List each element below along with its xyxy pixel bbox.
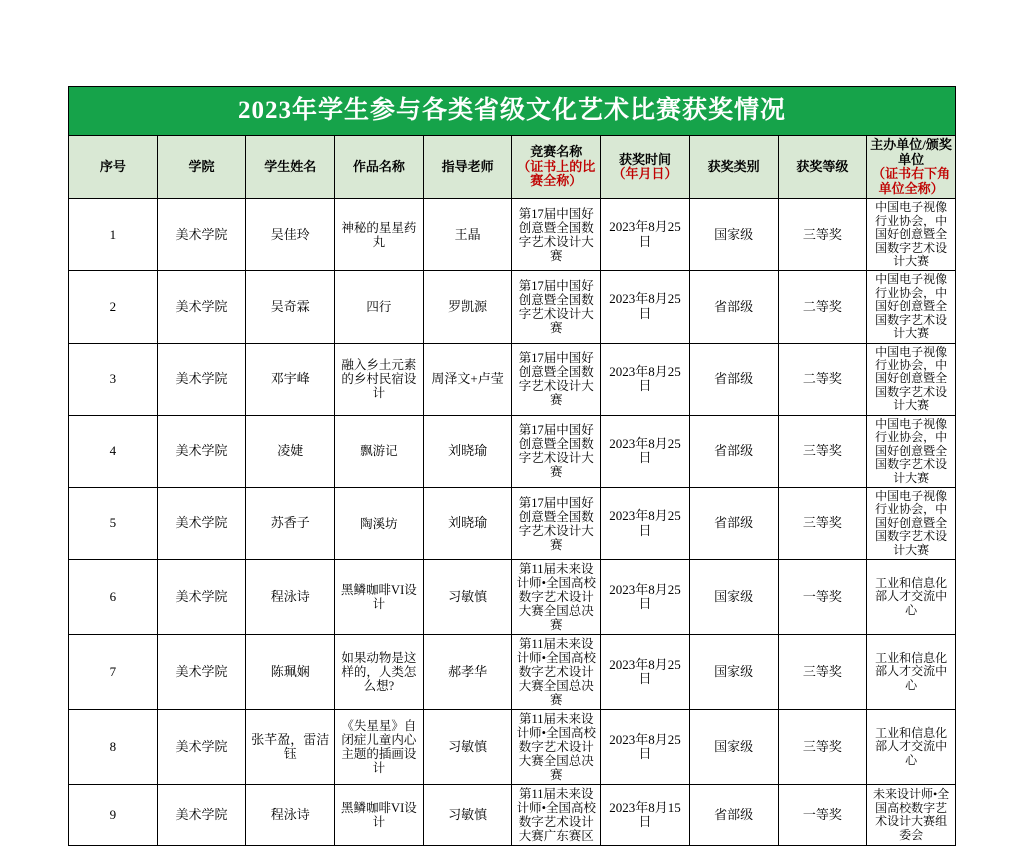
cell-college: 美术学院 [157,343,246,415]
column-header-org-sublabel: （证书右下角单位全称） [872,166,951,196]
cell-date: 2023年8月25日 [601,560,690,635]
cell-work: 融入乡土元素的乡村民宿设计 [335,343,424,415]
cell-college: 美术学院 [157,271,246,343]
cell-org: 工业和信息化部人才交流中心 [867,635,956,710]
cell-date: 2023年8月25日 [601,415,690,487]
cell-date: 2023年8月15日 [601,785,690,846]
cell-college: 美术学院 [157,199,246,271]
cell-student: 吴佳玲 [246,199,335,271]
cell-contest: 第17届中国好创意暨全国数字艺术设计大赛 [512,199,601,271]
cell-level: 二等奖 [778,343,867,415]
column-header-date [601,136,690,199]
cell-org: 工业和信息化部人才交流中心 [867,560,956,635]
column-header-contest-label: 竞赛名称 [530,144,583,160]
column-header-student-label: 学生姓名 [264,158,317,174]
cell-contest: 第11届未来设计师•全国高校数字艺术设计大赛全国总决赛 [512,635,601,710]
cell-type: 国家级 [689,560,778,635]
cell-college: 美术学院 [157,785,246,846]
column-header-org [867,136,956,199]
cell-type: 国家级 [689,199,778,271]
table-row [69,199,956,271]
cell-student: 陈珮娴 [246,635,335,710]
column-header-level [778,136,867,199]
cell-work: 《失星星》自闭症儿童内心主题的插画设计 [335,710,424,785]
column-header-no-label: 序号 [99,158,126,174]
table-body [69,199,956,846]
table-row [69,487,956,559]
award-table-container [68,86,956,846]
column-header-no [69,136,158,199]
cell-date: 2023年8月25日 [601,487,690,559]
cell-student: 张芊盈，雷洁钰 [246,710,335,785]
cell-date: 2023年8月25日 [601,343,690,415]
column-header-college-label: 学院 [188,158,215,174]
cell-work: 神秘的星星药丸 [335,199,424,271]
page-title: 2023年学生参与各类省级文化艺术比赛获奖情况 [69,87,956,136]
cell-teacher: 习敏慎 [423,785,512,846]
cell-student: 程泳诗 [246,785,335,846]
table-row [69,343,956,415]
cell-type: 省部级 [689,785,778,846]
column-header-teacher-label: 指导老师 [441,158,494,174]
cell-type: 省部级 [689,271,778,343]
cell-date: 2023年8月25日 [601,710,690,785]
cell-contest: 第11届未来设计师•全国高校数字艺术设计大赛全国总决赛 [512,710,601,785]
column-header-date-label: 获奖时间 [618,151,671,167]
table-row [69,415,956,487]
column-header-type [689,136,778,199]
cell-level: 三等奖 [778,710,867,785]
column-header-contest-sublabel: （证书上的比赛全称） [517,158,596,189]
column-header-contest [512,136,601,199]
cell-no: 2 [69,271,158,343]
cell-student: 程泳诗 [246,560,335,635]
column-header-work [335,136,424,199]
cell-student: 吴奇霖 [246,271,335,343]
column-header-level-label: 获奖等级 [796,158,849,174]
cell-date: 2023年8月25日 [601,635,690,710]
cell-college: 美术学院 [157,487,246,559]
cell-type: 省部级 [689,487,778,559]
award-table [68,86,956,846]
cell-college: 美术学院 [157,710,246,785]
cell-level: 三等奖 [778,199,867,271]
cell-contest: 第11届未来设计师•全国高校数字艺术设计大赛全国总决赛 [512,560,601,635]
cell-level: 三等奖 [778,415,867,487]
cell-level: 一等奖 [778,785,867,846]
cell-level: 三等奖 [778,635,867,710]
cell-no: 5 [69,487,158,559]
cell-teacher: 郝孝华 [423,635,512,710]
cell-work: 黑鳞咖啡VI设计 [335,785,424,846]
cell-org: 中国电子视像行业协会，中国好创意暨全国数字艺术设计大赛 [867,271,956,343]
cell-teacher: 刘晓瑜 [423,487,512,559]
cell-no: 6 [69,560,158,635]
table-row [69,710,956,785]
cell-teacher: 习敏慎 [423,710,512,785]
column-header-date-sublabel: （年月日） [612,166,678,182]
cell-work: 飘游记 [335,415,424,487]
column-header-teacher [423,136,512,199]
cell-no: 3 [69,343,158,415]
cell-contest: 第17届中国好创意暨全国数字艺术设计大赛 [512,415,601,487]
cell-org: 工业和信息化部人才交流中心 [867,710,956,785]
header-row [69,136,956,199]
cell-level: 二等奖 [778,271,867,343]
column-header-work-label: 作品名称 [352,158,405,174]
cell-no: 4 [69,415,158,487]
cell-teacher: 刘晓瑜 [423,415,512,487]
column-header-org-label: 主办单位/颁奖单位 [870,137,952,167]
cell-work: 如果动物是这样的，人类怎么想? [335,635,424,710]
cell-work: 陶溪坊 [335,487,424,559]
cell-contest: 第11届未来设计师•全国高校数字艺术设计大赛广东赛区 [512,785,601,846]
cell-student: 邓宇峰 [246,343,335,415]
table-row [69,560,956,635]
cell-college: 美术学院 [157,635,246,710]
table-head [69,87,956,199]
cell-level: 三等奖 [778,487,867,559]
cell-type: 省部级 [689,415,778,487]
cell-type: 国家级 [689,635,778,710]
cell-teacher: 罗凯源 [423,271,512,343]
column-header-type-label: 获奖类别 [707,158,760,174]
cell-org: 中国电子视像行业协会，中国好创意暨全国数字艺术设计大赛 [867,487,956,559]
cell-org: 中国电子视像行业协会，中国好创意暨全国数字艺术设计大赛 [867,199,956,271]
cell-student: 凌婕 [246,415,335,487]
cell-date: 2023年8月25日 [601,271,690,343]
cell-no: 1 [69,199,158,271]
cell-org: 中国电子视像行业协会，中国好创意暨全国数字艺术设计大赛 [867,415,956,487]
cell-teacher: 习敏慎 [423,560,512,635]
cell-no: 9 [69,785,158,846]
cell-contest: 第17届中国好创意暨全国数字艺术设计大赛 [512,487,601,559]
cell-student: 苏香子 [246,487,335,559]
cell-college: 美术学院 [157,415,246,487]
cell-teacher: 王晶 [423,199,512,271]
cell-type: 国家级 [689,710,778,785]
cell-college: 美术学院 [157,560,246,635]
table-row [69,635,956,710]
column-header-student [246,136,335,199]
column-header-college [157,136,246,199]
table-row [69,271,956,343]
cell-contest: 第17届中国好创意暨全国数字艺术设计大赛 [512,271,601,343]
cell-no: 8 [69,710,158,785]
cell-work: 黑鳞咖啡VI设计 [335,560,424,635]
title-row [69,87,956,136]
cell-teacher: 周泽文+卢莹 [423,343,512,415]
cell-work: 四行 [335,271,424,343]
cell-type: 省部级 [689,343,778,415]
cell-org: 中国电子视像行业协会，中国好创意暨全国数字艺术设计大赛 [867,343,956,415]
cell-level: 一等奖 [778,560,867,635]
cell-org: 未来设计师•全国高校数字艺术设计大赛组委会 [867,785,956,846]
cell-date: 2023年8月25日 [601,199,690,271]
cell-no: 7 [69,635,158,710]
cell-contest: 第17届中国好创意暨全国数字艺术设计大赛 [512,343,601,415]
table-row [69,785,956,846]
